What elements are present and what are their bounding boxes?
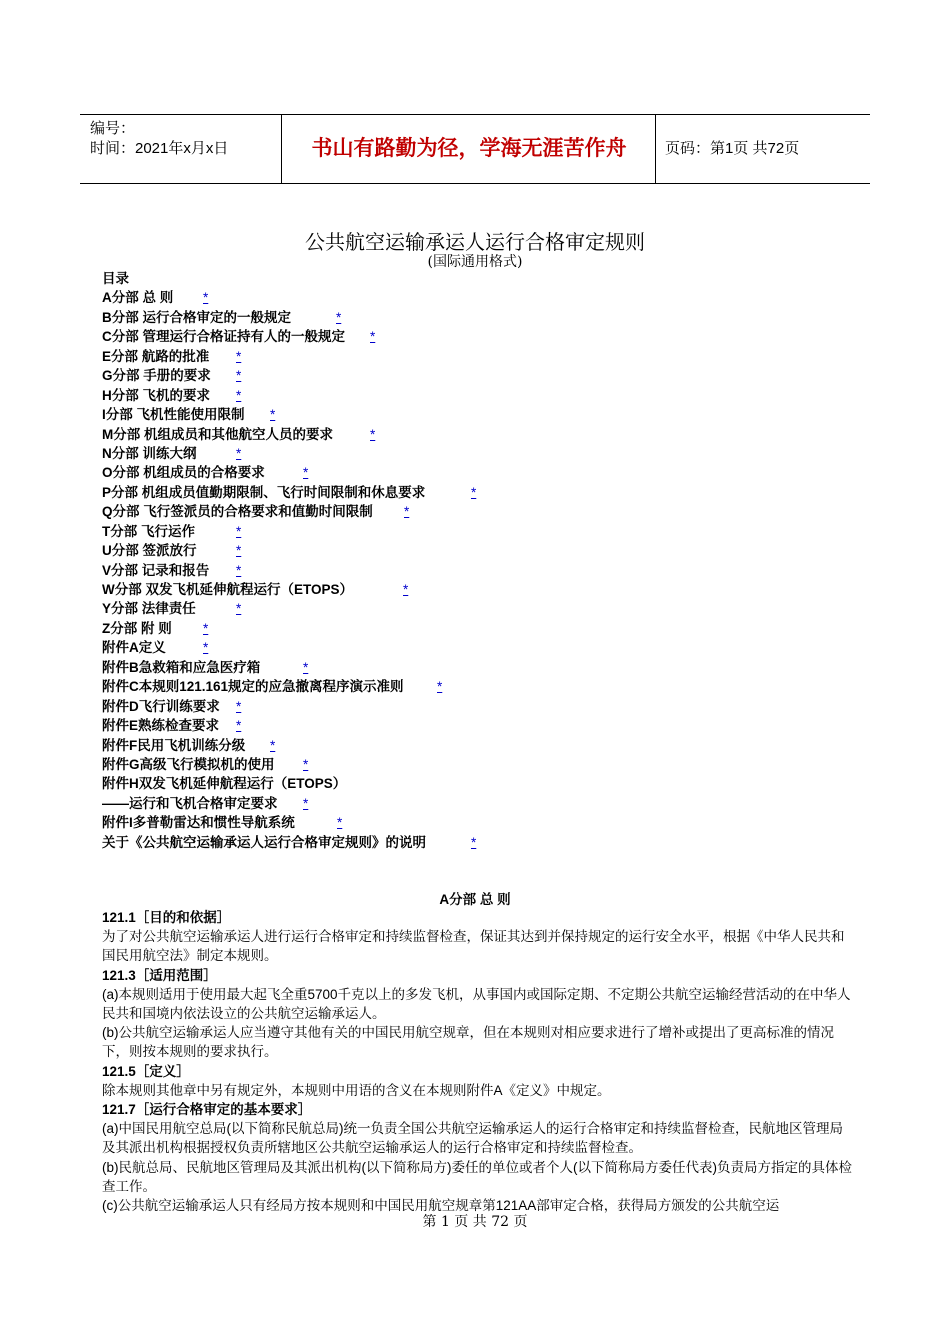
page-footer: 第 1 页 共 72 页 <box>422 1214 528 1230</box>
toc-item <box>102 677 443 696</box>
toc-page-link[interactable]: * <box>270 407 276 423</box>
toc-page-link[interactable]: * <box>203 640 209 656</box>
toc-item-label: Y分部 法律责任 <box>102 601 196 617</box>
toc-item <box>102 386 426 405</box>
toc-item-label: U分部 签派放行 <box>102 543 197 559</box>
document-title: 公共航空运输承运人运行合格审定规则 <box>305 232 645 254</box>
header-motto: 书山有路勤为径，学海无涯苦作舟 <box>311 137 627 160</box>
toc-item <box>102 561 426 580</box>
toc-page-link[interactable]: * <box>303 795 309 811</box>
toc-page-link[interactable]: * <box>236 718 242 734</box>
paragraph: (a)中国民用航空总局(以下简称民航总局)统一负责全国公共航空运输承运人的运行合格审定和持续监督检查，民航地区管理局及其派出机构根据授权负责所辖地区公共航空运输承运人的运行合格审定和持续监督检查。 <box>102 1121 843 1156</box>
toc-page-link[interactable]: * <box>303 756 309 772</box>
table-of-contents <box>102 269 477 852</box>
toc-item <box>102 444 426 463</box>
toc-item <box>102 425 426 444</box>
document-header <box>80 114 870 184</box>
toc-page-link[interactable]: * <box>270 737 276 753</box>
clause-heading: 121.5［定义］ <box>102 1063 190 1079</box>
toc-item <box>102 716 426 735</box>
toc-page-link[interactable]: * <box>236 543 242 559</box>
toc-item <box>102 522 426 541</box>
toc-item-label: 附件G高级飞行模拟机的使用 <box>102 756 275 772</box>
toc-page-link[interactable]: * <box>370 329 376 345</box>
toc-page-link[interactable]: * <box>236 523 242 539</box>
toc-item-label: C分部 管理运行合格证持有人的一般规定 <box>102 329 345 345</box>
toc-item <box>102 483 477 502</box>
toc-item-label: O分部 机组成员的合格要求 <box>102 465 265 481</box>
toc-item <box>102 619 426 638</box>
toc-item <box>102 833 477 852</box>
toc-page-link[interactable]: * <box>203 620 209 636</box>
toc-item <box>102 658 426 677</box>
toc-item-label: P分部 机组成员值勤期限制、飞行时间限制和休息要求 <box>102 484 426 500</box>
toc-page-link[interactable]: * <box>236 601 242 617</box>
header-divider <box>281 115 282 183</box>
toc-page-link[interactable]: * <box>370 426 376 442</box>
toc-item-label: G分部 手册的要求 <box>102 368 211 384</box>
toc-page-link[interactable]: * <box>236 562 242 578</box>
header-divider <box>655 115 656 183</box>
toc-page-link[interactable]: * <box>236 445 242 461</box>
toc-page-link[interactable]: * <box>236 387 242 403</box>
toc-item <box>102 541 426 560</box>
toc-page-link[interactable]: * <box>303 659 309 675</box>
toc-item-label: N分部 训练大纲 <box>102 445 197 461</box>
toc-item <box>102 774 426 793</box>
toc-item <box>102 347 426 366</box>
paragraph: 为了对公共航空运输承运人进行运行合格审定和持续监督检查，保证其达到并保持规定的运行安全水平，根据《中华人民共和国民用航空法》制定本规则。 <box>102 929 845 964</box>
toc-item-label: I分部 飞机性能使用限制 <box>102 407 245 423</box>
section-body <box>102 908 854 1215</box>
toc-item <box>102 327 426 346</box>
toc-item <box>102 405 426 424</box>
toc-page-link[interactable]: * <box>437 679 443 695</box>
toc-heading: 目录 <box>102 271 129 286</box>
toc-item-label: 关于《公共航空运输承运人运行合格审定规则》的说明 <box>102 834 426 850</box>
toc-item-label: 附件C本规则121.161规定的应急撤离程序演示准则 <box>102 679 404 695</box>
toc-page-link[interactable]: * <box>403 582 409 597</box>
toc-item <box>102 463 426 482</box>
clause-heading: 121.1［目的和依据］ <box>102 910 231 925</box>
paragraph: (b)民航总局、民航地区管理局及其派出机构(以下简称局方)委任的单位或者个人(以下简称局方委任代表)负责局方指定的具体检查工作。 <box>102 1159 852 1194</box>
section-heading: A分部 总 则 <box>439 892 511 907</box>
toc-page-link[interactable]: * <box>236 698 242 714</box>
toc-item-label: V分部 记录和报告 <box>102 562 210 578</box>
toc-item <box>102 794 426 813</box>
toc-page-link[interactable]: * <box>336 309 342 325</box>
toc-item-label: M分部 机组成员和其他航空人员的要求 <box>102 426 333 442</box>
toc-page-link[interactable]: * <box>471 484 477 500</box>
toc-item <box>102 736 426 755</box>
toc-page-link[interactable]: * <box>337 815 343 831</box>
toc-page-link[interactable]: * <box>236 368 242 384</box>
toc-item <box>102 599 426 618</box>
toc-item-label: 附件F民用飞机训练分级 <box>102 737 246 753</box>
toc-item-label: 附件I多普勒雷达和惯性导航系统 <box>102 815 295 831</box>
toc-item-label: 附件D飞行训练要求 <box>102 698 220 714</box>
paragraph: 除本规则其他章中另有规定外，本规则中用语的含义在本规则附件A《定义》中规定。 <box>102 1082 611 1098</box>
document-date: 时间：2021年x月x日 <box>90 140 229 157</box>
toc-item-label: Q分部 飞行签派员的合格要求和值勤时间限制 <box>102 504 373 520</box>
toc-item-label: B分部 运行合格审定的一般规定 <box>102 309 291 325</box>
paragraph: (b)公共航空运输承运人应当遵守其他有关的中国民用航空规章，但在本规则对相应要求进行了增补或提出了更高标准的情况下，则按本规则的要求执行。 <box>102 1025 834 1060</box>
toc-item-label: 附件B急救箱和应急医疗箱 <box>102 659 261 675</box>
clause-heading: 121.3［适用范围］ <box>102 967 217 983</box>
toc-item-label: W分部 双发飞机延伸航程运行（ETOPS） <box>102 582 354 597</box>
header-page-info: 页码：第1页 共72页 <box>665 140 800 157</box>
toc-item-label: E分部 航路的批准 <box>102 348 210 364</box>
toc-item <box>102 697 426 716</box>
toc-item <box>102 366 426 385</box>
paragraph: (a)本规则适用于使用最大起飞全重5700千克以上的多发飞机，从事国内或国际定期、不定期公共航空运输经营活动的在中华人民共和国境内依法设立的公共航空运输承运人。 <box>102 986 851 1022</box>
toc-item-label: H分部 飞机的要求 <box>102 387 210 403</box>
toc-item <box>102 502 426 521</box>
toc-item <box>102 308 426 327</box>
toc-page-link[interactable]: * <box>303 465 309 481</box>
document-number-label: 编号： <box>90 120 136 137</box>
document-subtitle: (国际通用格式) <box>427 254 523 270</box>
toc-item <box>102 813 426 832</box>
toc-item-label: 附件H双发飞机延伸航程运行（ETOPS） <box>102 776 347 792</box>
toc-item <box>102 755 426 774</box>
toc-page-link[interactable]: * <box>203 290 209 306</box>
toc-item-label: Z分部 附 则 <box>102 620 172 636</box>
toc-item-label: 附件A定义 <box>102 640 166 656</box>
toc-item-label: 附件E熟练检查要求 <box>102 718 220 734</box>
toc-item <box>102 638 426 657</box>
toc-page-link[interactable]: * <box>404 504 410 520</box>
toc-item-label: A分部 总 则 <box>102 290 174 306</box>
paragraph: (c)公共航空运输承运人只有经局方按本规则和中国民用航空规章第121AA部审定合格，获得局方颁发的公共航空运 <box>102 1198 780 1214</box>
toc-item <box>102 580 426 599</box>
header-meta <box>90 119 228 159</box>
toc-page-link[interactable]: * <box>236 348 242 364</box>
toc-item-label: T分部 飞行运作 <box>102 523 195 539</box>
toc-item <box>102 288 426 307</box>
toc-page-link[interactable]: * <box>471 834 477 850</box>
clause-heading: 121.7［运行合格审定的基本要求］ <box>102 1102 312 1118</box>
toc-item-label: ——运行和飞机合格审定要求 <box>102 795 278 811</box>
